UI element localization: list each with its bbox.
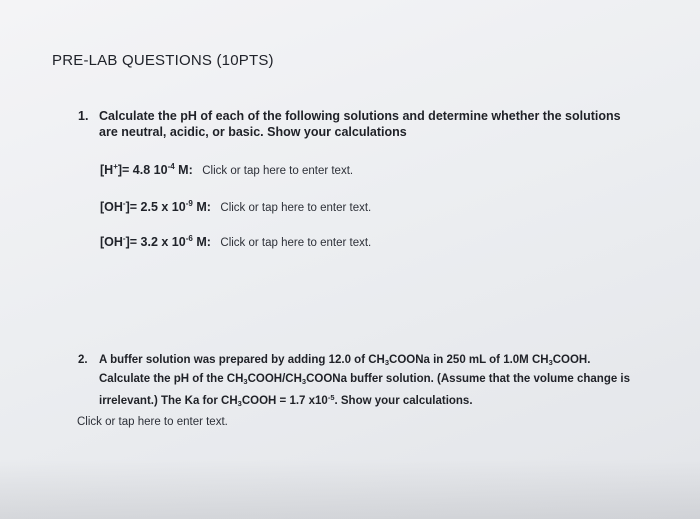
page-title: PRE-LAB QUESTIONS (10PTS): [52, 52, 274, 69]
q1-item-label: [H+]= 4.8 $10^{-4}$ M:: [100, 162, 193, 177]
answer-field[interactable]: Click or tap here to enter text.: [202, 165, 354, 177]
question-2-number: 2.: [78, 354, 88, 366]
question-1-number: 1.: [78, 109, 89, 123]
q1-item-oh-minus-2: [100, 234, 371, 249]
question-2: [78, 352, 638, 412]
q1-item-oh-minus-1: [100, 199, 371, 214]
answer-field[interactable]: Click or tap here to enter text.: [220, 237, 372, 249]
question-1-text: Calculate the pH of each of the following solutions and determine whether the solutions are neutral, acidic, or basic. Show your calculations: [99, 109, 621, 139]
answer-field[interactable]: Click or tap here to enter text.: [220, 202, 372, 214]
q1-item-h-plus: [100, 162, 353, 177]
question-2-text: A buffer solution was prepared by adding 12.0 of $CH_3COONa$ in 250 mL of 1.0M $CH_3COOH$. Calculate the pH of the $CH_3COOH/CH_3COONa$ buffer solution. (Assume that the volume change is irrelevant.) The Ka for $CH_3COOH = 1.7$ $x10^{-5}$. Show your calculations.: [99, 354, 631, 408]
question-1: [78, 108, 638, 140]
answer-field[interactable]: Click or tap here to enter text.: [77, 416, 228, 428]
photo-shadow: [0, 459, 700, 519]
q1-item-label: [OH-]= 3.2 x $10^{-6}$ M:: [100, 234, 211, 249]
q1-item-label: [OH-]= 2.5 x $10^{-9}$ M:: [100, 199, 211, 214]
